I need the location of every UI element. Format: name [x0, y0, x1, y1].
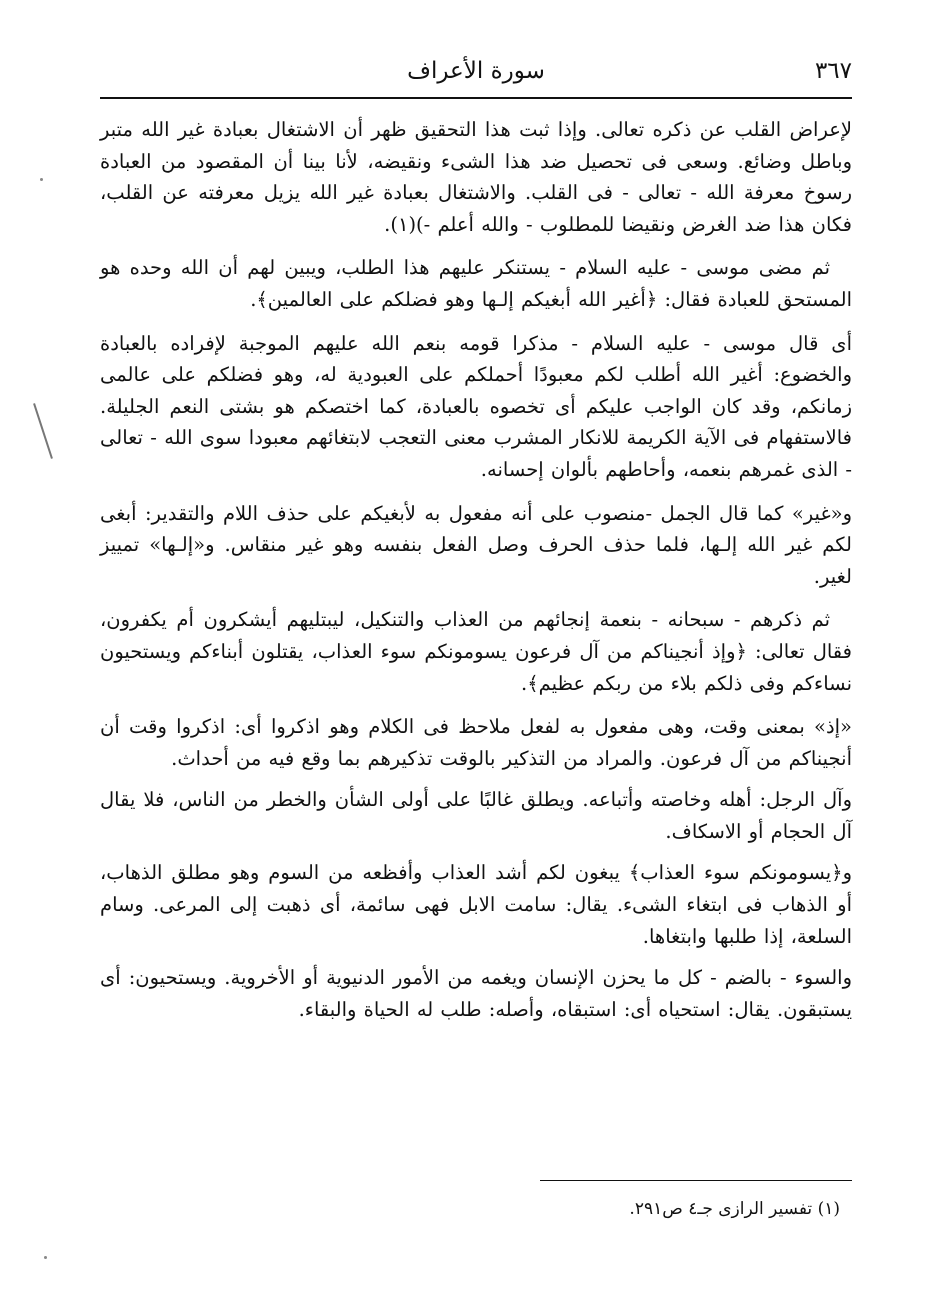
running-header	[100, 58, 852, 92]
body-text	[100, 114, 852, 1035]
paragraph-2: ثم مضى موسى - عليه السلام - يستنكر عليهم هذا الطلب، ويبين لهم أن الله وحده هو المستحق للعبادة فقال: ﴿أغير الله أبغيكم إلـها وهو فضلكم على العالمين﴾.	[100, 256, 852, 311]
paragraph-7: وآل الرجل: أهله وخاصته وأتباعه. ويطلق غالبًا على أولى الشأن والخطر من الناس، فلا يقال آل الحجام أو الاسكاف.	[100, 788, 852, 843]
scan-artifact-dot	[40, 178, 43, 181]
scan-artifact-dot	[44, 1256, 47, 1259]
paragraph-5: ثم ذكرهم - سبحانه - بنعمة إنجائهم من العذاب والتنكيل، ليبتليهم أيشكرون أم يكفرون، فقال تعالى: ﴿وإذ أنجيناكم من آل فرعون يسومونكم سوء العذاب، يقتلون أبناءكم ويستحيون نساءكم وفى ذلكم بلاء من ربكم عظيم﴾.	[100, 608, 852, 695]
footnote: (١) تفسير الرازى جـ٤ ص٢٩١.	[629, 1199, 840, 1219]
paragraph-8: و﴿يسومونكم سوء العذاب﴾ يبغون لكم أشد العذاب وأفظعه من السوم وهو مطلق الذهاب، أو الذهاب فى ابتغاء الشىء. يقال: سامت الابل فهى سائمة، أى ذهبت إلى المرعى. وسام السلعة، إذا طلبها وابتغاها.	[100, 861, 852, 948]
scan-artifact-mark	[33, 403, 53, 459]
paragraph-1: لإعراض القلب عن ذكره تعالى. وإذا ثبت هذا التحقيق ظهر أن الاشتغال بعبادة غير الله متبر وباطل وضائع. وسعى فى تحصيل ضد هذا الشىء ونقيضه، لأنا بينا أن المقصود من العبادة رسوخ معرفة الله - تعالى - فى القلب. والاشتغال بعبادة غير الله يزيل معرفته عن القلب، فكان هذا ضد الغرض ونقيضا للمطلوب - والله أعلم -)(١).	[100, 118, 852, 236]
paragraph-4: و«غير» كما قال الجمل -منصوب على أنه مفعول به لأبغيكم على حذف اللام والتقدير: أبغى لكم غير الله إلـها، فلما حذف الحرف وصل الفعل بنفسه وهو غير منقاس. و«إلـها» تمييز لغير.	[100, 501, 852, 588]
surah-title: سورة الأعراف	[407, 58, 545, 84]
header-divider	[100, 97, 852, 99]
paragraph-3: أى قال موسى - عليه السلام - مذكرا قومه بنعم الله عليهم الموجبة لإفراده بالعبادة والخضوع: أغير الله أطلب لكم معبودًا أحملكم على العبودية له، وهو فضلكم على عالمى زمانكم، وقد كان الواجب عليكم أى تخصوه بالعبادة، كما اختصكم هو بشتى النعم الجليلة. فالاستفهام فى الآية الكريمة للانكار المشرب معنى التعجب لابتغائهم معبودا سوى الله - تعالى - الذى غمرهم بنعمه، وأحاطهم بألوان إحسانه.	[100, 331, 852, 481]
page-number: ٣٦٧	[814, 58, 852, 84]
footnote-divider	[540, 1180, 852, 1181]
paragraph-9: والسوء - بالضم - كل ما يحزن الإنسان ويغمه من الأمور الدنيوية أو الأخروية. ويستحيون: أى يستبقون. يقال: استحياه أى: استبقاه، وأصله: طلب له الحياة والبقاء.	[100, 966, 852, 1021]
paragraph-6: «إذ» بمعنى وقت، وهى مفعول به لفعل ملاحظ فى الكلام وهو اذكروا أى: اذكروا وقت أن أنجيناكم من آل فرعون. والمراد من التذكير بالوقت تذكيرهم بما وقع فيه من أحداث.	[100, 715, 852, 770]
